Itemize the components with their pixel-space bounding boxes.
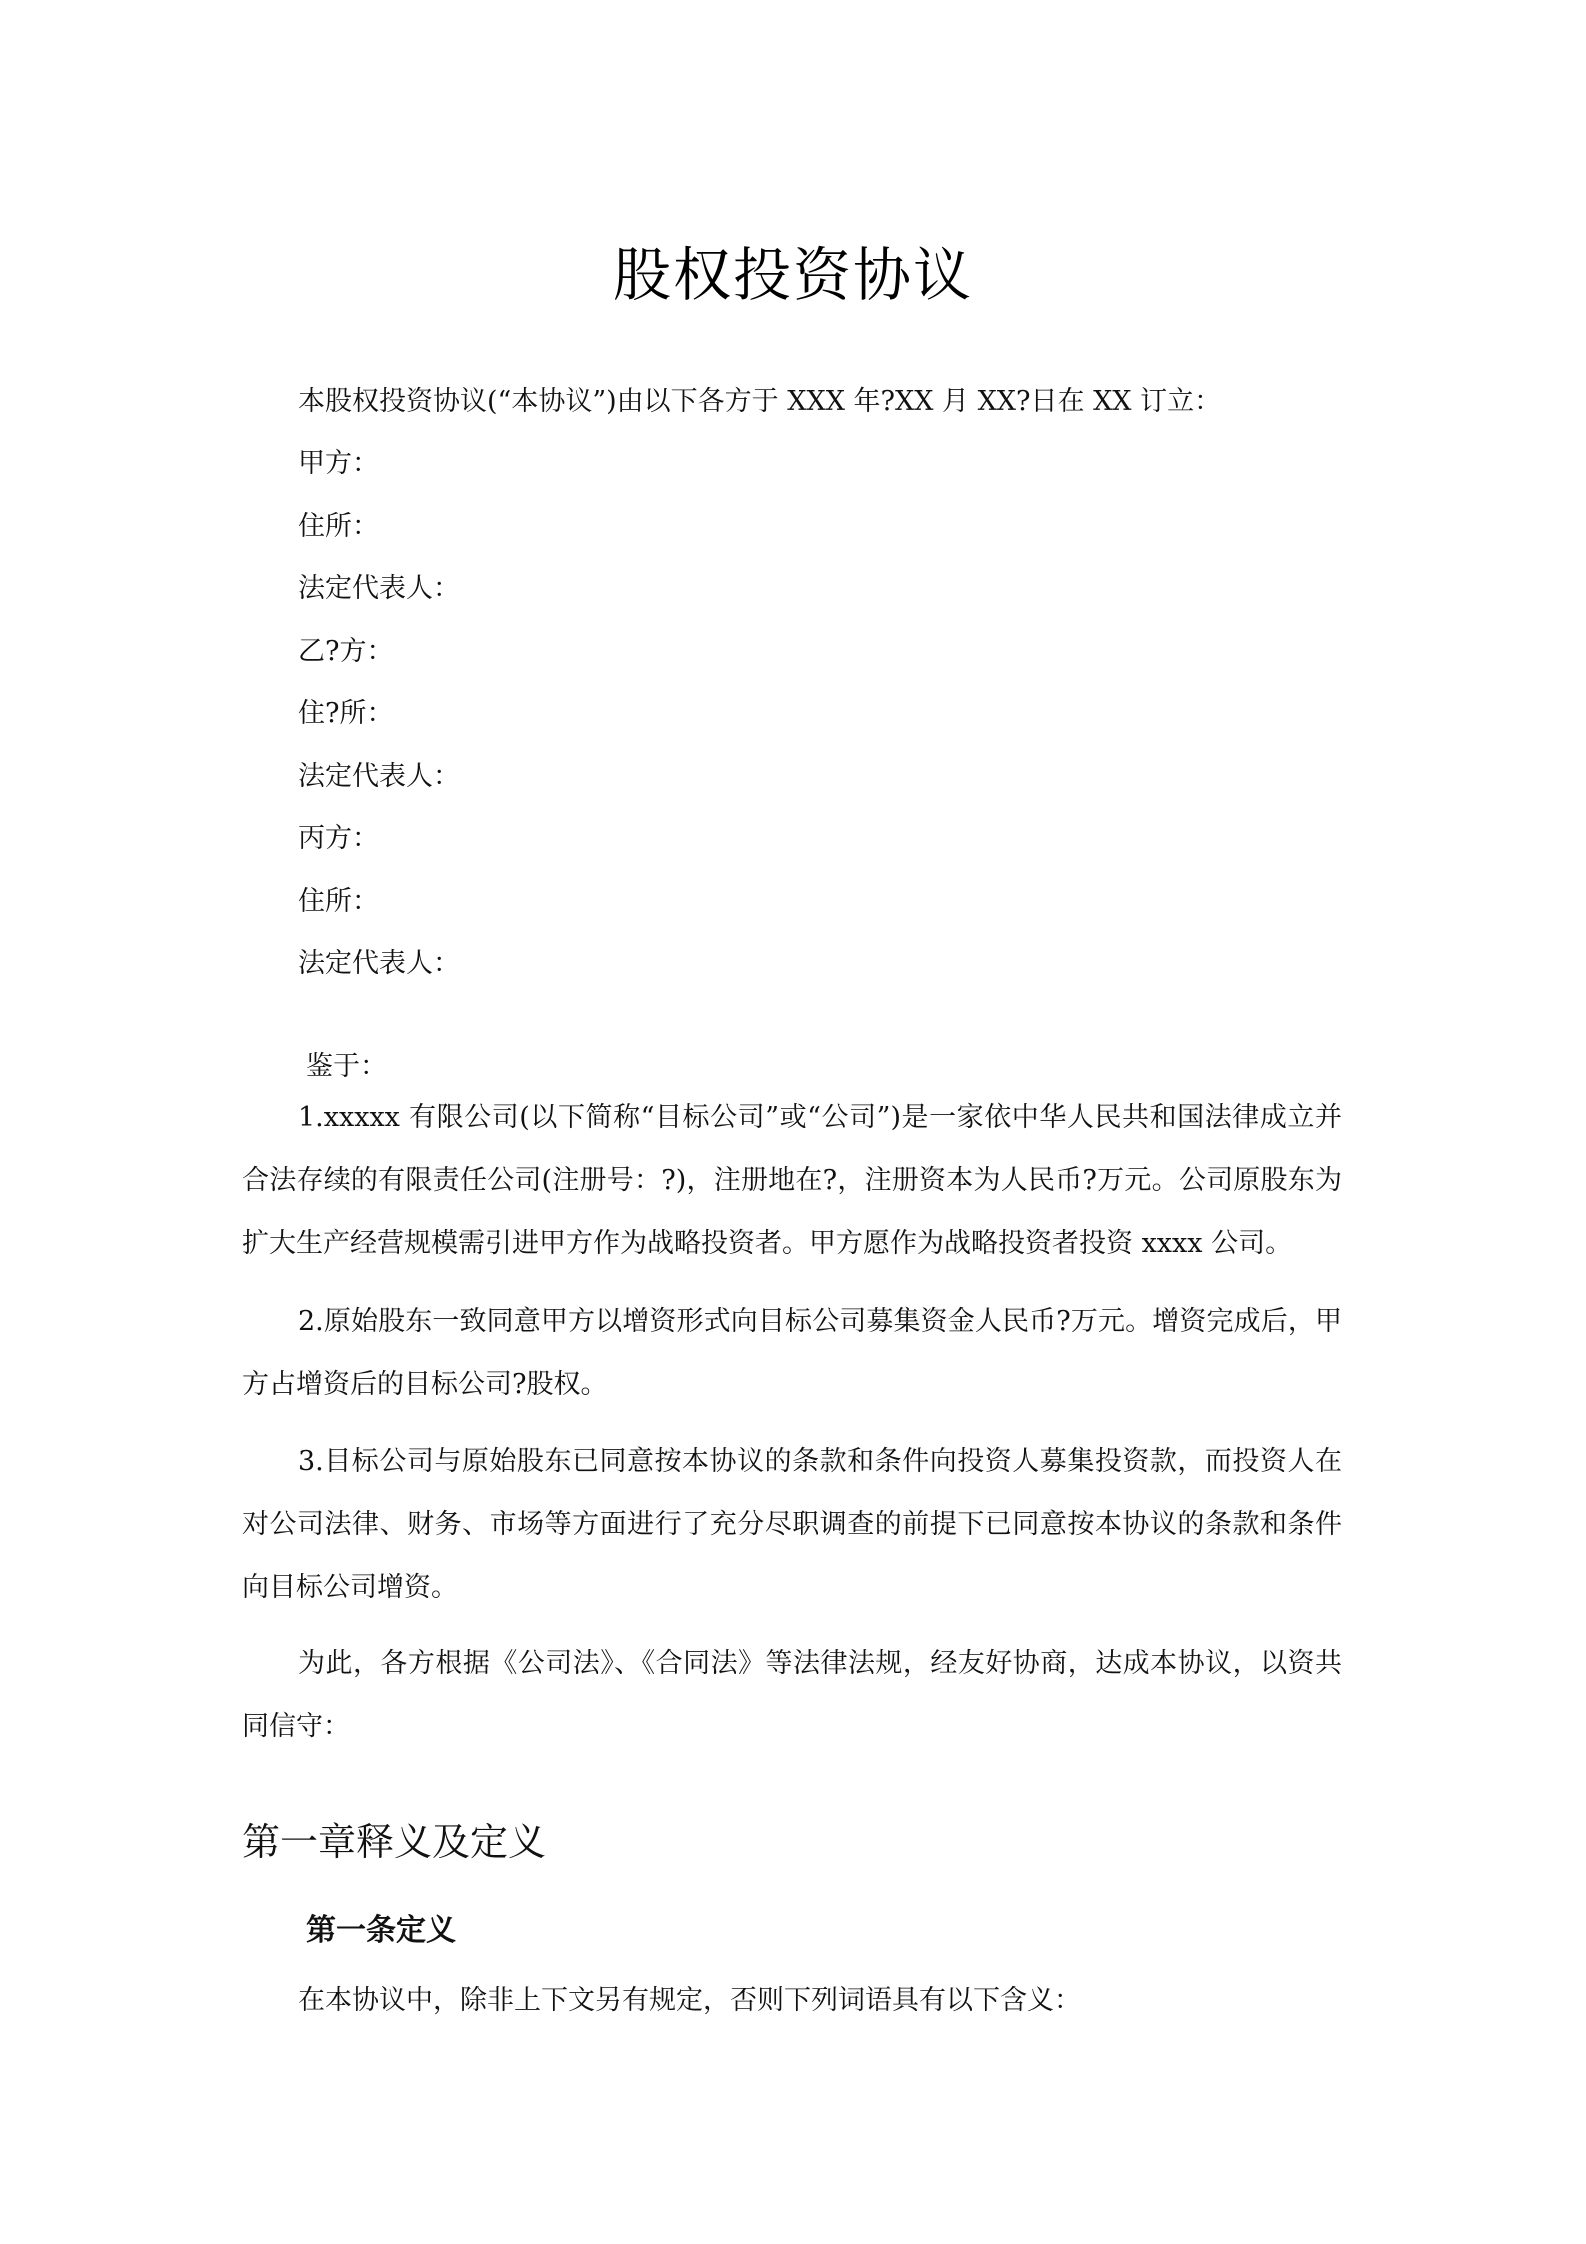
- article-1-title: 第一条定义: [306, 1913, 456, 1948]
- party-a-representative-label: 法定代表人：: [298, 573, 460, 604]
- document-title: 股权投资协议: [612, 241, 973, 309]
- article-1-text: 在本协议中，除非上下文另有规定，否则下列词语具有以下含义：: [298, 1985, 1081, 2016]
- chapter-1-title: 第一章释义及定义: [242, 1820, 547, 1864]
- party-b-representative-label: 法定代表人：: [298, 761, 460, 792]
- party-a-label: 甲方：: [298, 448, 379, 479]
- party-c-representative-label: 法定代表人：: [298, 948, 460, 979]
- party-b-label: 乙?方：: [298, 636, 394, 667]
- intro-line: 本股权投资协议(“本协议”)由以下各方于 XXX 年?XX 月 XX?日在 XX 订立：: [298, 386, 1222, 417]
- party-c-label: 丙方：: [298, 823, 379, 854]
- party-c-address-label: 住所：: [298, 886, 379, 917]
- party-a-address-label: 住所：: [298, 511, 379, 542]
- recital-conclusion: 为此，各方根据《公司法》、《合同法》等法律法规，经友好协商，达成本协议，以资共同信守：: [242, 1648, 1342, 1742]
- party-b-address-label: 住?所：: [298, 698, 394, 729]
- recital-3: 3.目标公司与原始股东已同意按本协议的条款和条件向投资人募集投资款，而投资人在对公司法律、财务、市场等方面进行了充分尽职调查的前提下已同意按本协议的条款和条件向目标公司增资。: [242, 1446, 1342, 1603]
- recital-2: 2.原始股东一致同意甲方以增资形式向目标公司募集资金人民币?万元。增资完成后，甲方占增资后的目标公司?股权。: [242, 1306, 1342, 1400]
- recital-1: 1.xxxxx 有限公司(以下简称“目标公司”或“公司”)是一家依中华人民共和国法律成立并合法存续的有限责任公司(注册号：?)，注册地在?，注册资本为人民币?万元。公司原股东为扩大生产经营规模需引进甲方作为战略投资者。甲方愿作为战略投资者投资 xxxx 公司。: [242, 1102, 1342, 1259]
- whereas-heading: 鉴于：: [306, 1051, 387, 1082]
